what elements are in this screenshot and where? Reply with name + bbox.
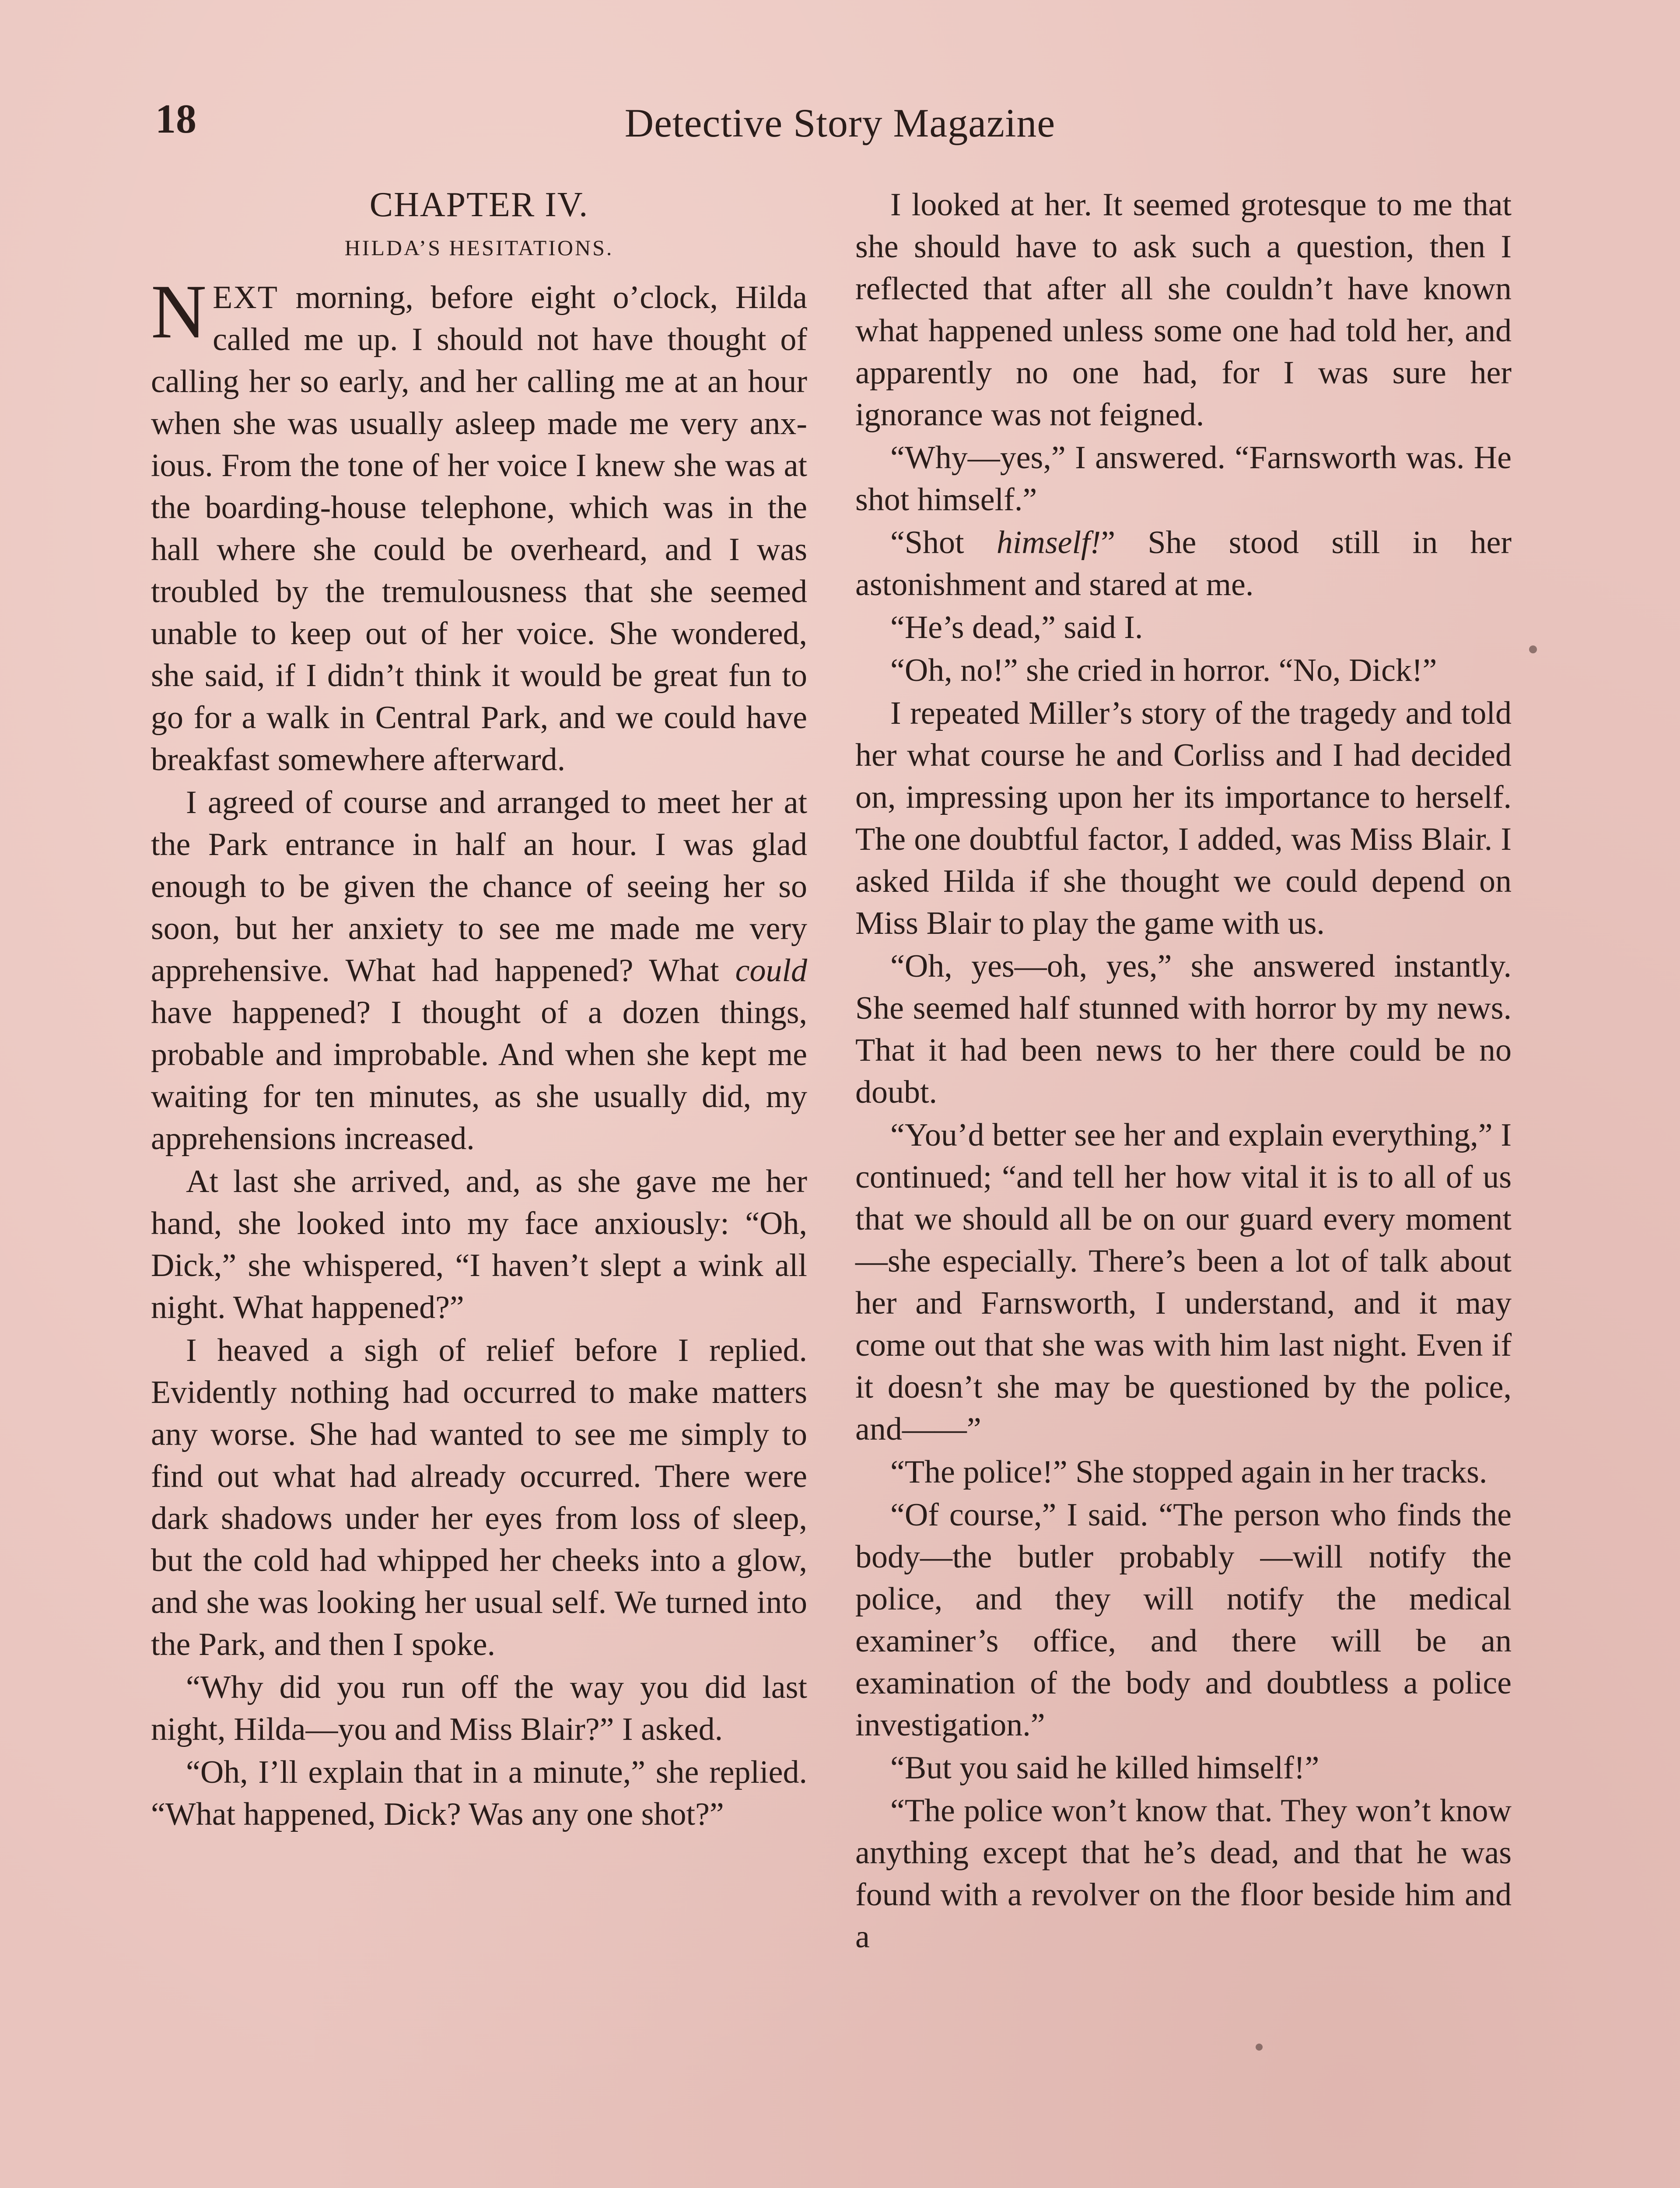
page-number: 18 <box>155 96 196 142</box>
paragraph: “Why did you run off the way you did last night, Hilda—you and Miss Blair?” I asked. <box>151 1669 807 1747</box>
paragraph-text: ” She stood still in her astonishment and stared at me. <box>855 525 1512 603</box>
paragraph: I repeated Miller’s story of the tragedy and told her what course he and Corliss and I had decided on, impressing upon her its importance to herself. The one doubtful factor, I added, was Miss Blair. I asked Hilda if she thought we could depend on Miss Blair to play the game with us. <box>855 695 1512 941</box>
paragraph: “The police won’t know that. They won’t know anything except that he’s dead, and that he was found with a revolver on the floor beside him and a <box>855 1793 1512 1955</box>
paragraph: “Why—yes,” I answered. “Farnsworth was. He shot himself.” <box>855 440 1512 518</box>
running-head: Detective Story Magazine <box>624 101 1056 145</box>
paragraph: “The police!” She stopped again in her tracks. <box>890 1454 1488 1490</box>
paragraph: “You’d better see her and explain everything,” I continued; “and tell her how vital it is to all of us that we should all be on our guard every moment—she especially. There’s been a lot of talk about her and Farnsworth, I understand, and it may come out that she was with him last night. Even if it doesn’t she may be questioned by the police, and——” <box>855 1117 1512 1447</box>
paragraph <box>151 782 807 1160</box>
drop-cap: N <box>151 269 207 354</box>
first-word: EXT <box>213 280 278 316</box>
emphasis-text: himself! <box>996 525 1101 561</box>
ink-speck <box>1256 2044 1263 2051</box>
paragraph: “But you said he killed himself!” <box>890 1750 1320 1786</box>
emphasis-text: could <box>735 953 808 989</box>
paragraph: “Oh, no!” she cried in horror. “No, Dick!” <box>890 652 1437 688</box>
paragraph <box>855 522 1512 606</box>
paragraph-text: I agreed of course and arranged to meet her at the Park entrance in half an hour. I was glad enough to be given the chance of seeing her so soon, but her anxiety to see me made me very apprehensive. What had happened? <box>151 785 807 989</box>
paragraph: “Oh, yes—oh, yes,” she answered instantly. She seemed half stunned with horror by my news. That it had been news to her there could be no doubt. <box>855 948 1512 1110</box>
right-column <box>855 184 1512 1959</box>
ink-speck <box>1529 645 1537 653</box>
left-column <box>151 184 807 1836</box>
paragraph: I looked at her. It seemed grotesque to me that she should have to ask such a question, then I reflected that after all she couldn’t have known what happened unless some one had told her, and apparently no one had, for I was sure her ignorance was not feigned. <box>855 187 1512 433</box>
paragraph-text: What <box>649 953 735 989</box>
paragraph: “He’s dead,” said I. <box>890 610 1143 645</box>
paragraph: “Oh, I’ll explain that in a minute,” she replied. “What happened, Dick? Was any one shot?” <box>151 1754 807 1832</box>
paragraph: I heaved a sigh of relief before I replied. Evidently nothing had occurred to make matters any worse. She had wanted to see me simply to find out what had already occurred. There were dark shadows under her eyes from loss of sleep, but the cold had whipped her cheeks into a glow, and she was looking her usual self. We turned into the Park, and then I spoke. <box>151 1332 807 1662</box>
paragraph-text: morning, before eight o’clock, Hilda called me up. I should not have thought of calling her so early, and her calling me at an hour when she was usually asleep made me very anxious. From the tone of her voice I knew she was at the boarding-house telephone, which was in the hall where she could be overheard, and I was troubled by the tremulousness that she seemed unable to keep out of her voice. She wondered, she said, if I didn’t think it would be great fun to go for a walk in Central Park, and we could have breakfast somewhere afterward. <box>151 280 807 778</box>
chapter-subtitle: HILDA’S HESITATIONS. <box>344 235 614 260</box>
paragraph: At last she arrived, and, as she gave me her hand, she looked into my face anxiously: “Oh, Dick,” she whispered, “I haven’t slept a wink all night. What happened?” <box>151 1164 807 1325</box>
paragraph <box>151 269 807 781</box>
paragraph-text: “Shot <box>890 525 997 561</box>
chapter-title: CHAPTER IV. <box>369 186 589 224</box>
paragraph: “Of course,” I said. “The person who finds the body—the butler probably —will notify the police, and they will notify the medical examiner’s office, and there will be an examination of the body and doubtless a police investigation.” <box>855 1497 1512 1743</box>
paragraph-text: have happened? I thought of a dozen things, probable and improbable. And when she kept me waiting for ten minutes, as she usually did, my apprehensions increased. <box>151 995 807 1157</box>
